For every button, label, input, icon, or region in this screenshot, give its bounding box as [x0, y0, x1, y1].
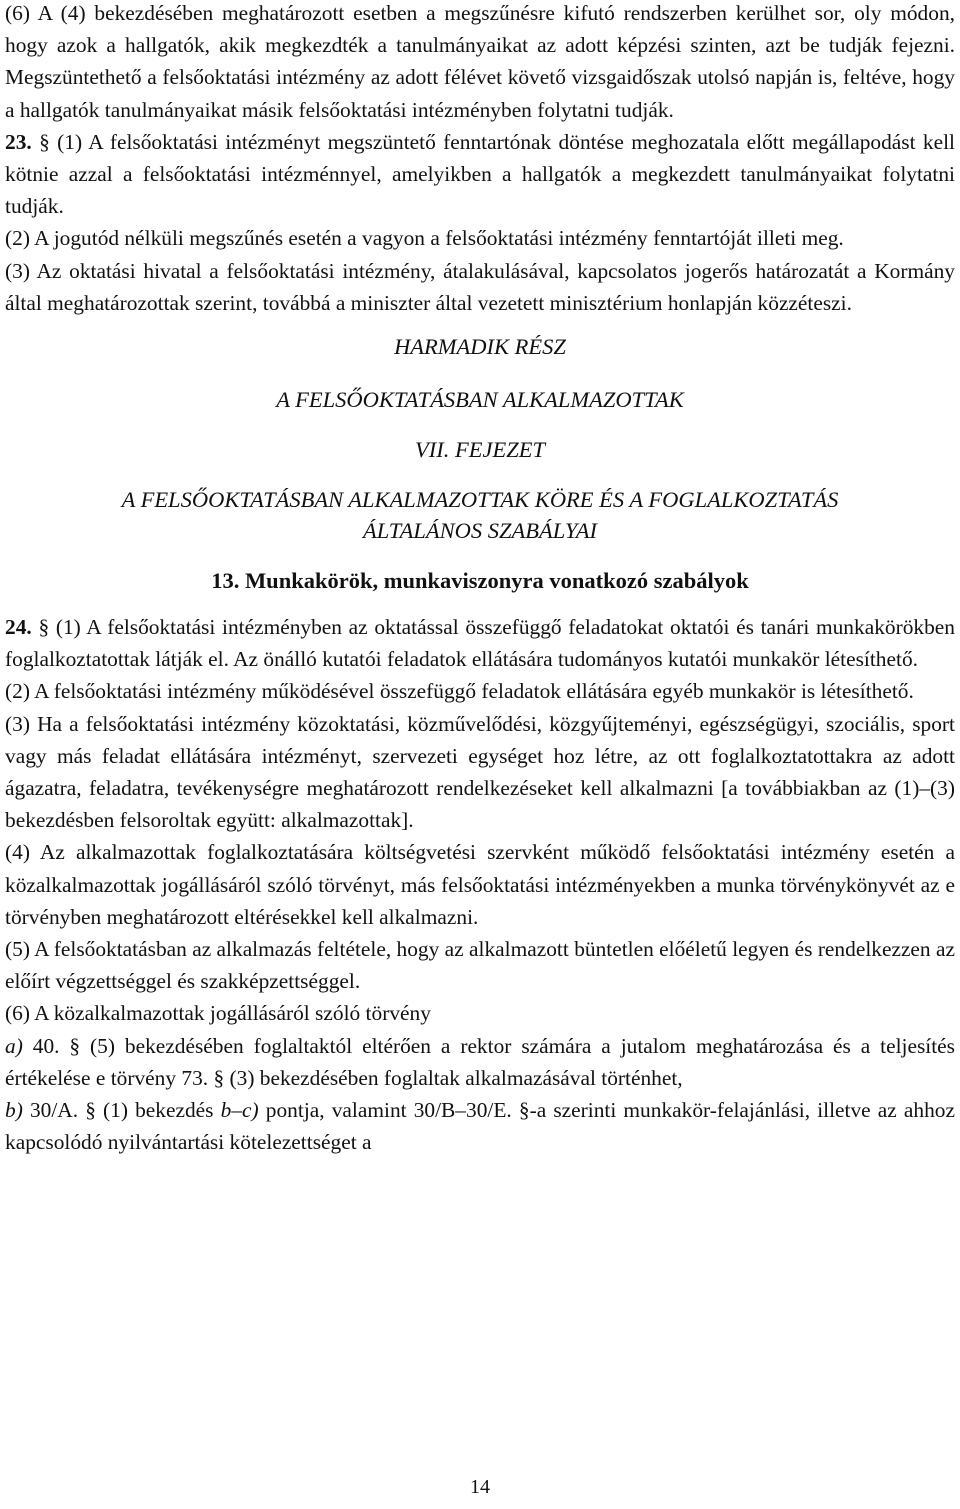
part-heading: HARMADIK RÉSZ	[394, 334, 566, 360]
page-number: 14	[470, 1476, 490, 1498]
section-24-para-4: (4) Az alkalmazottak foglalkoztatására költségvetési szervként működő felsőoktatási intézmény esetén a közalkalmazottak jogállásáról szóló törvényt, más felsőoktatási intézményekben a munka törvénykönyvét az e törvényben meghatározott eltérésekkel kell alkalmazni.	[5, 840, 955, 929]
chapter-title-line-1: A FELSŐOKTATÁSBAN ALKALMAZOTTAK KÖRE ÉS A FOGLALKOZTATÁS	[121, 487, 839, 513]
section-24-para-6: (6) A közalkalmazottak jogállásáról szóló törvény	[5, 1001, 431, 1026]
section-24-para-1-text: § (1) A felsőoktatási intézményben az oktatással összefüggő feladatokat oktatói és tanári munkakörökben foglalkoztatottak látják el. Az önálló kutatói feladatok ellátására tudományos kutatói munkakör létesíthető.	[5, 615, 955, 672]
point-b-italic: b–c)	[220, 1098, 259, 1123]
point-a-label: a)	[5, 1033, 23, 1058]
section-24-number: 24.	[5, 615, 32, 640]
subsection-heading: 13. Munkakörök, munkaviszonyra vonatkozó szabályok	[211, 568, 749, 594]
section-24-para-1	[5, 611, 955, 675]
point-b-label: b)	[5, 1098, 23, 1123]
paragraph-6-continued: (6) A (4) bekezdésében meghatározott esetben a megszűnésre kifutó rendszerben kerülhet sor, oly módon, hogy azok a hallgatók, akik megkezdték a tanulmányaikat az adott képzési szinten, azt be tudják fejezni. Megszüntethető a felsőoktatási intézmény az adott félévet követő vizsgaidőszak utolsó napján is, feltéve, hogy a hallgatók tanulmányaikat másik felsőoktatási intézményben folytatni tudják.	[5, 1, 955, 122]
point-b-text-1: 30/A. § (1) bekezdés	[22, 1098, 221, 1123]
section-23-para-2: (2) A jogutód nélküli megszűnés esetén a vagyon a felsőoktatási intézmény fenntartóját illeti meg.	[5, 226, 844, 251]
chapter-heading: VII. FEJEZET	[415, 437, 545, 463]
section-23-para-3: (3) Az oktatási hivatal a felsőoktatási intézmény, átalakulásával, kapcsolatos jogerős határozatát a Kormány által meghatározottak szerint, továbbá a miniszter által vezetett minisztérium honlapján közzéteszi.	[5, 258, 955, 315]
point-b-text-2: pontja, valamint 30/B–30/E. §-a szerinti munkakör-felajánlási, illetve az ahhoz kapcsolódó nyilvántartási kötelezettséget a	[5, 1098, 955, 1155]
section-24-point-a	[5, 1030, 955, 1094]
section-23-para-1-text: § (1) A felsőoktatási intézményt megszüntető fenntartónak döntése meghozatala előtt megállapodást kell kötnie azzal a felsőoktatási intézménnyel, amelyikben a hallgatók a megkezdett tanulmányaikat folytatni tudják.	[5, 129, 955, 219]
section-24-para-5: (5) A felsőoktatásban az alkalmazás feltétele, hogy az alkalmazott büntetlen előéletű legyen és rendelkezzen az előírt végzettséggel és szakképzettséggel.	[5, 937, 955, 994]
document-page	[5, 0, 955, 1158]
section-24-para-3: (3) Ha a felsőoktatási intézmény közoktatási, közművelődési, közgyűjteményi, egészségügyi, szociális, sport vagy más feladat ellátására intézményt, szervezeti egységet hoz létre, az ott foglalkoztatottakra az adott ágazatra, feladatra, tevékenységre meghatározott rendelkezéseket kell alkalmazni [a továbbiakban az (1)–(3) bekezdésben felsoroltak együtt: alkalmazottak].	[5, 711, 955, 833]
part-title: A FELSŐOKTATÁSBAN ALKALMAZOTTAK	[276, 387, 684, 413]
section-24-point-b	[5, 1094, 955, 1158]
section-24-para-2: (2) A felsőoktatási intézmény működésével összefüggő feladatok ellátására egyéb munkakör is létesíthető.	[5, 679, 914, 704]
chapter-title-line-2: ÁLTALÁNOS SZABÁLYAI	[362, 518, 598, 544]
point-a-text: 40. § (5) bekezdésében foglaltaktól eltérően a rektor számára a jutalom meghatározása és a teljesítés értékelése e törvény 73. § (3) bekezdésében foglaltak alkalmazásával történhet,	[5, 1033, 955, 1090]
section-23-number: 23.	[5, 129, 32, 154]
section-23-para-1	[5, 126, 955, 223]
